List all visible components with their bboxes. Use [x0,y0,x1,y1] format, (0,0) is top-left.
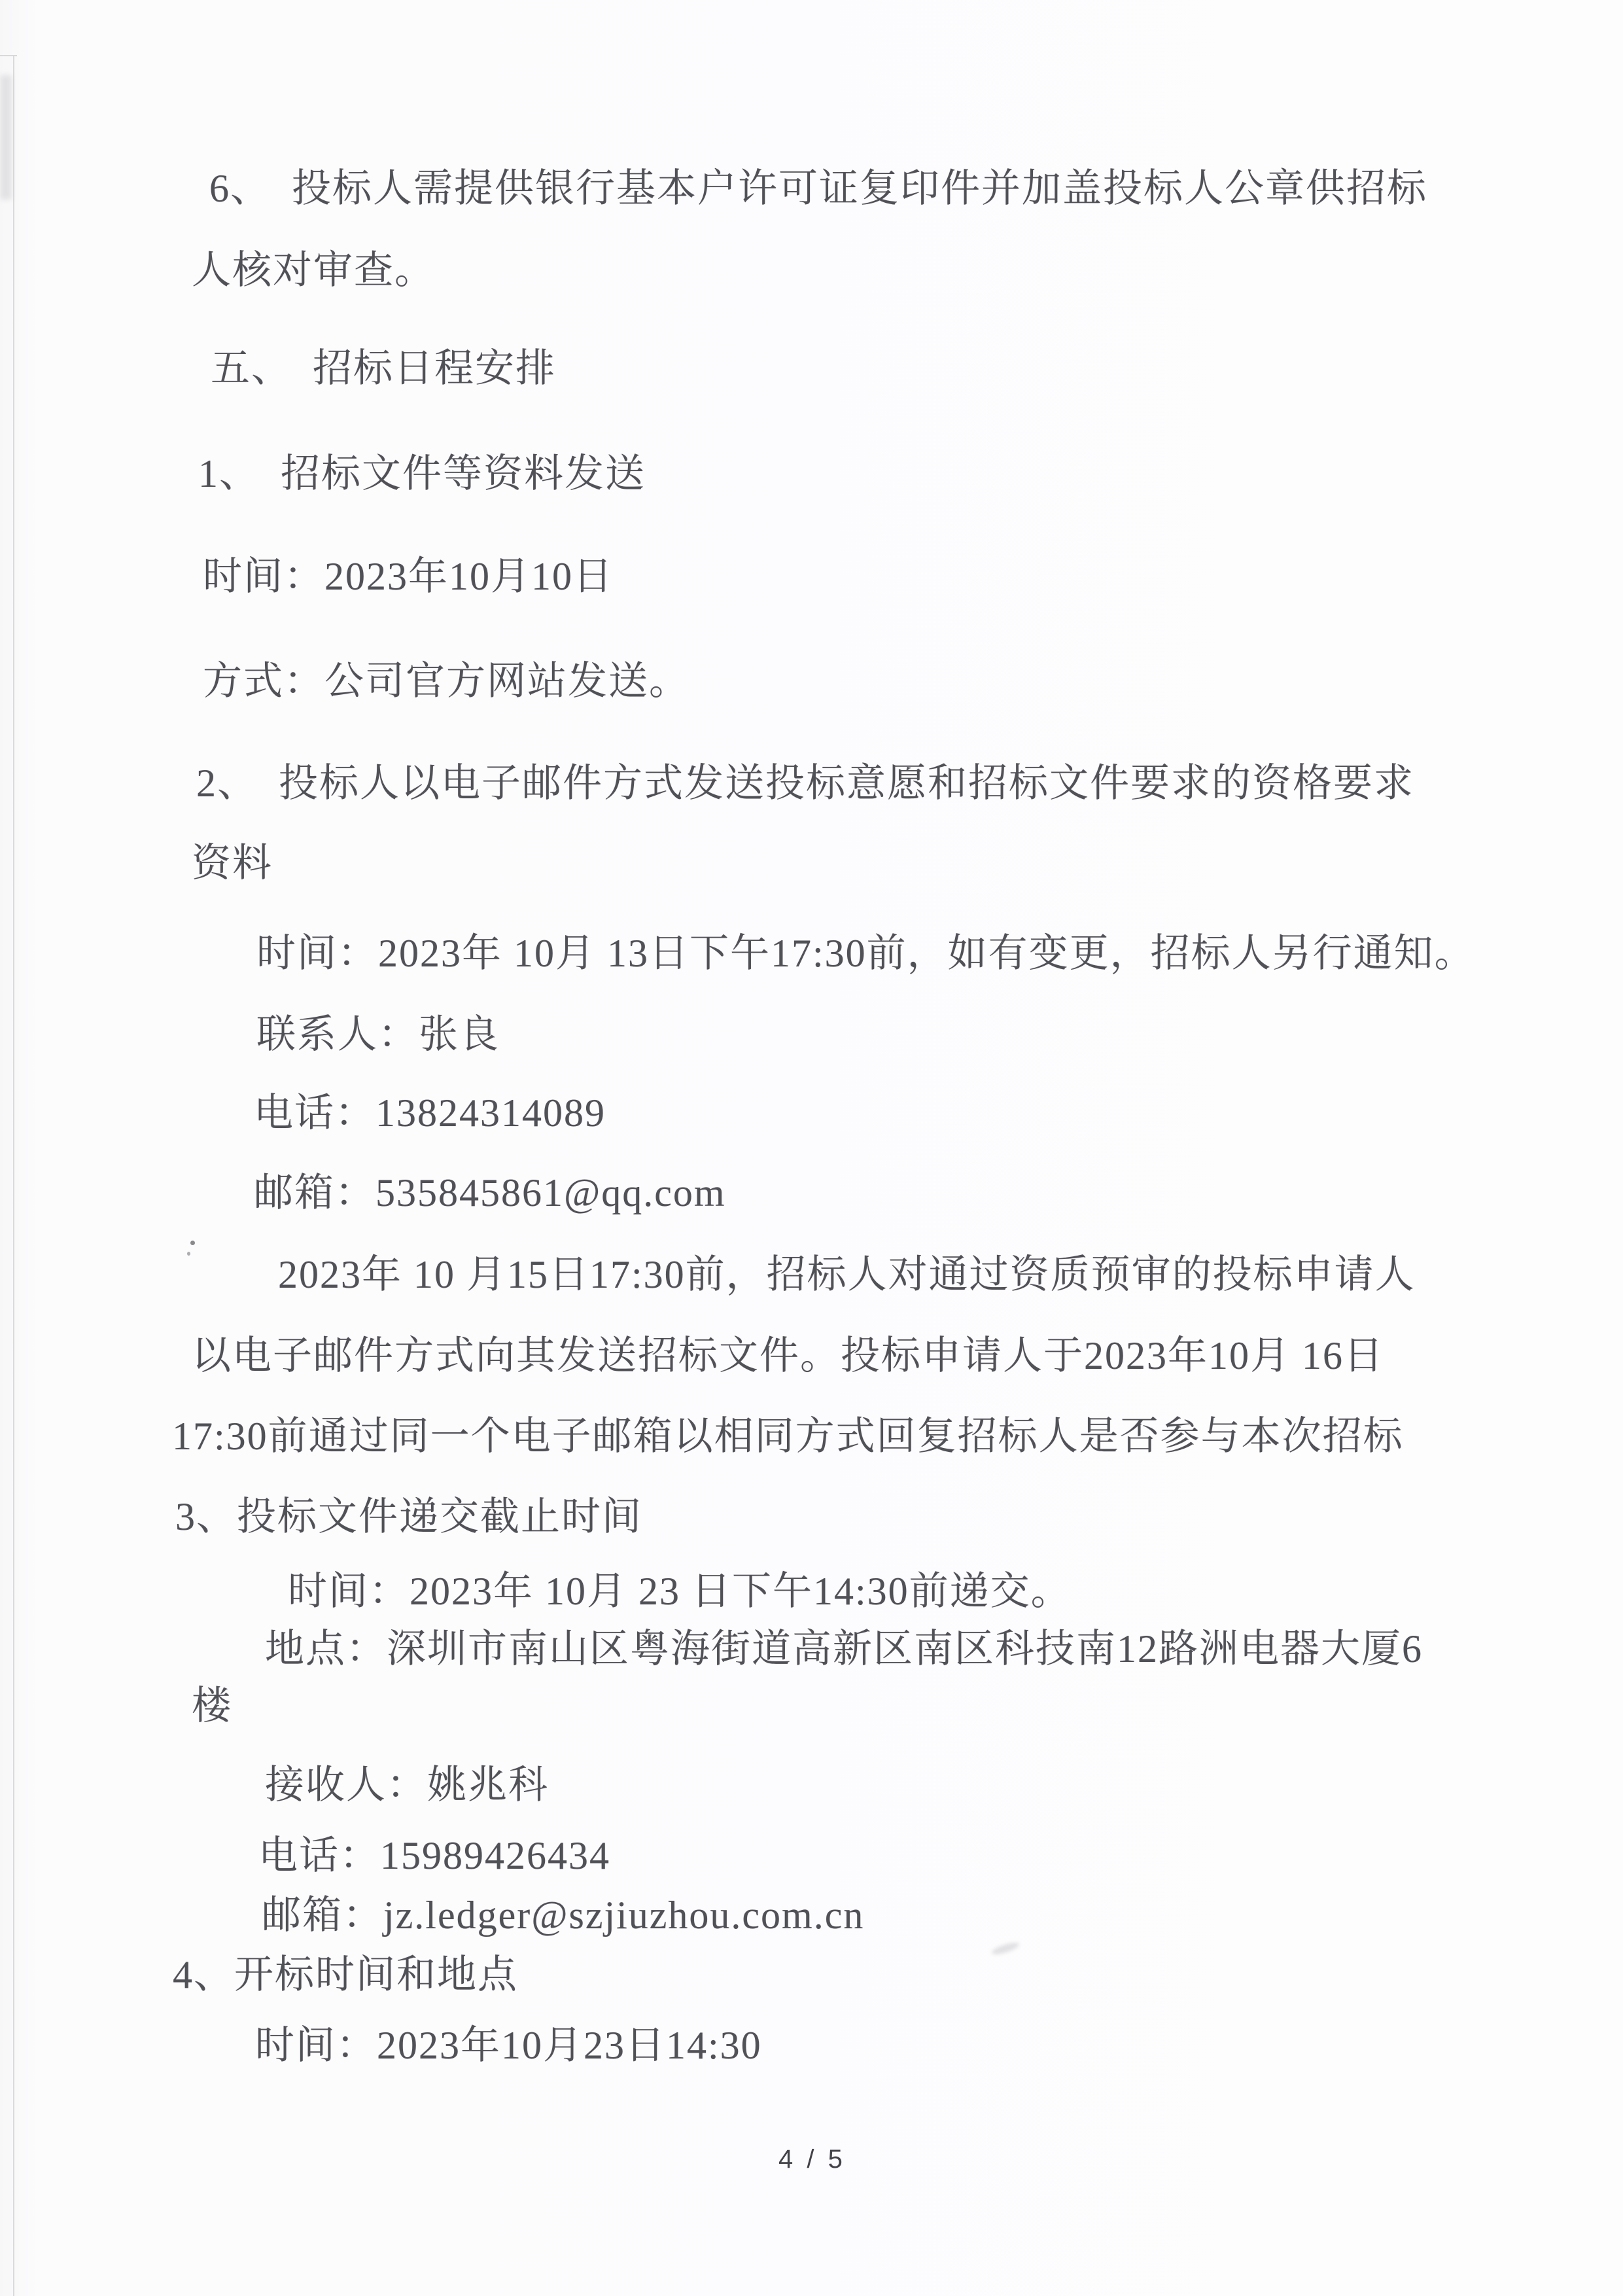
document-line: 时间：2023年10月10日 [203,555,614,598]
document-line: 17:30前通过同一个电子邮箱以相同方式回复招标人是否参与本次招标 [172,1415,1404,1458]
document-line: 地点：深圳市南山区粤海街道高新区南区科技南12路洲电器大厦6 [265,1627,1423,1670]
scan-artifact-speck [187,1252,190,1256]
document-line: 电话：13824314089 [254,1091,606,1135]
scan-artifact-smudge [990,1940,1021,1956]
page-number: 4 / 5 [778,2145,846,2174]
document-line: 1、 招标文件等资料发送 [198,452,646,495]
document-line: 2、 投标人以电子邮件方式发送投标意愿和招标文件要求的资格要求 [196,762,1414,805]
document-line: 以电子邮件方式向其发送招标文件。投标申请人于2023年10月 16日 [192,1334,1384,1377]
document-line: 时间：2023年 10月 23 日下午14:30前递交。 [288,1570,1072,1613]
document-line: 邮箱：jz.ledger@szjiuzhou.com.cn [262,1894,865,1937]
document-line: 时间：2023年 10月 13日下午17:30前，如有变更，招标人另行通知。 [256,932,1475,975]
document-line: 方式：公司官方网站发送。 [203,660,689,703]
document-line: 联系人：张良 [256,1013,500,1056]
document-line: 五、 招标日程安排 [211,347,556,390]
scan-artifact-horizontal-line [0,55,17,56]
document-line: 3、投标文件递交截止时间 [175,1495,642,1538]
scan-artifact-vertical-line [13,56,14,2296]
document-line: 2023年 10 月15日17:30前，招标人对通过资质预审的投标申请人 [278,1253,1416,1296]
scan-artifact-smudge [0,75,12,200]
document-line: 楼 [192,1684,232,1727]
document-line: 资料 [192,841,273,885]
document-line: 6、 投标人需提供银行基本户许可证复印件并加盖投标人公章供招标 [209,167,1427,210]
document-line: 接收人：姚兆科 [265,1763,549,1807]
document-line: 4、开标时间和地点 [173,1953,518,1996]
document-line: 电话：15989426434 [258,1834,610,1877]
document-line: 邮箱：535845861@qq.com [254,1171,726,1214]
document-line: 时间：2023年10月23日14:30 [255,2024,762,2067]
document-line: 人核对审查。 [192,249,435,292]
scan-artifact-speck [190,1241,195,1245]
